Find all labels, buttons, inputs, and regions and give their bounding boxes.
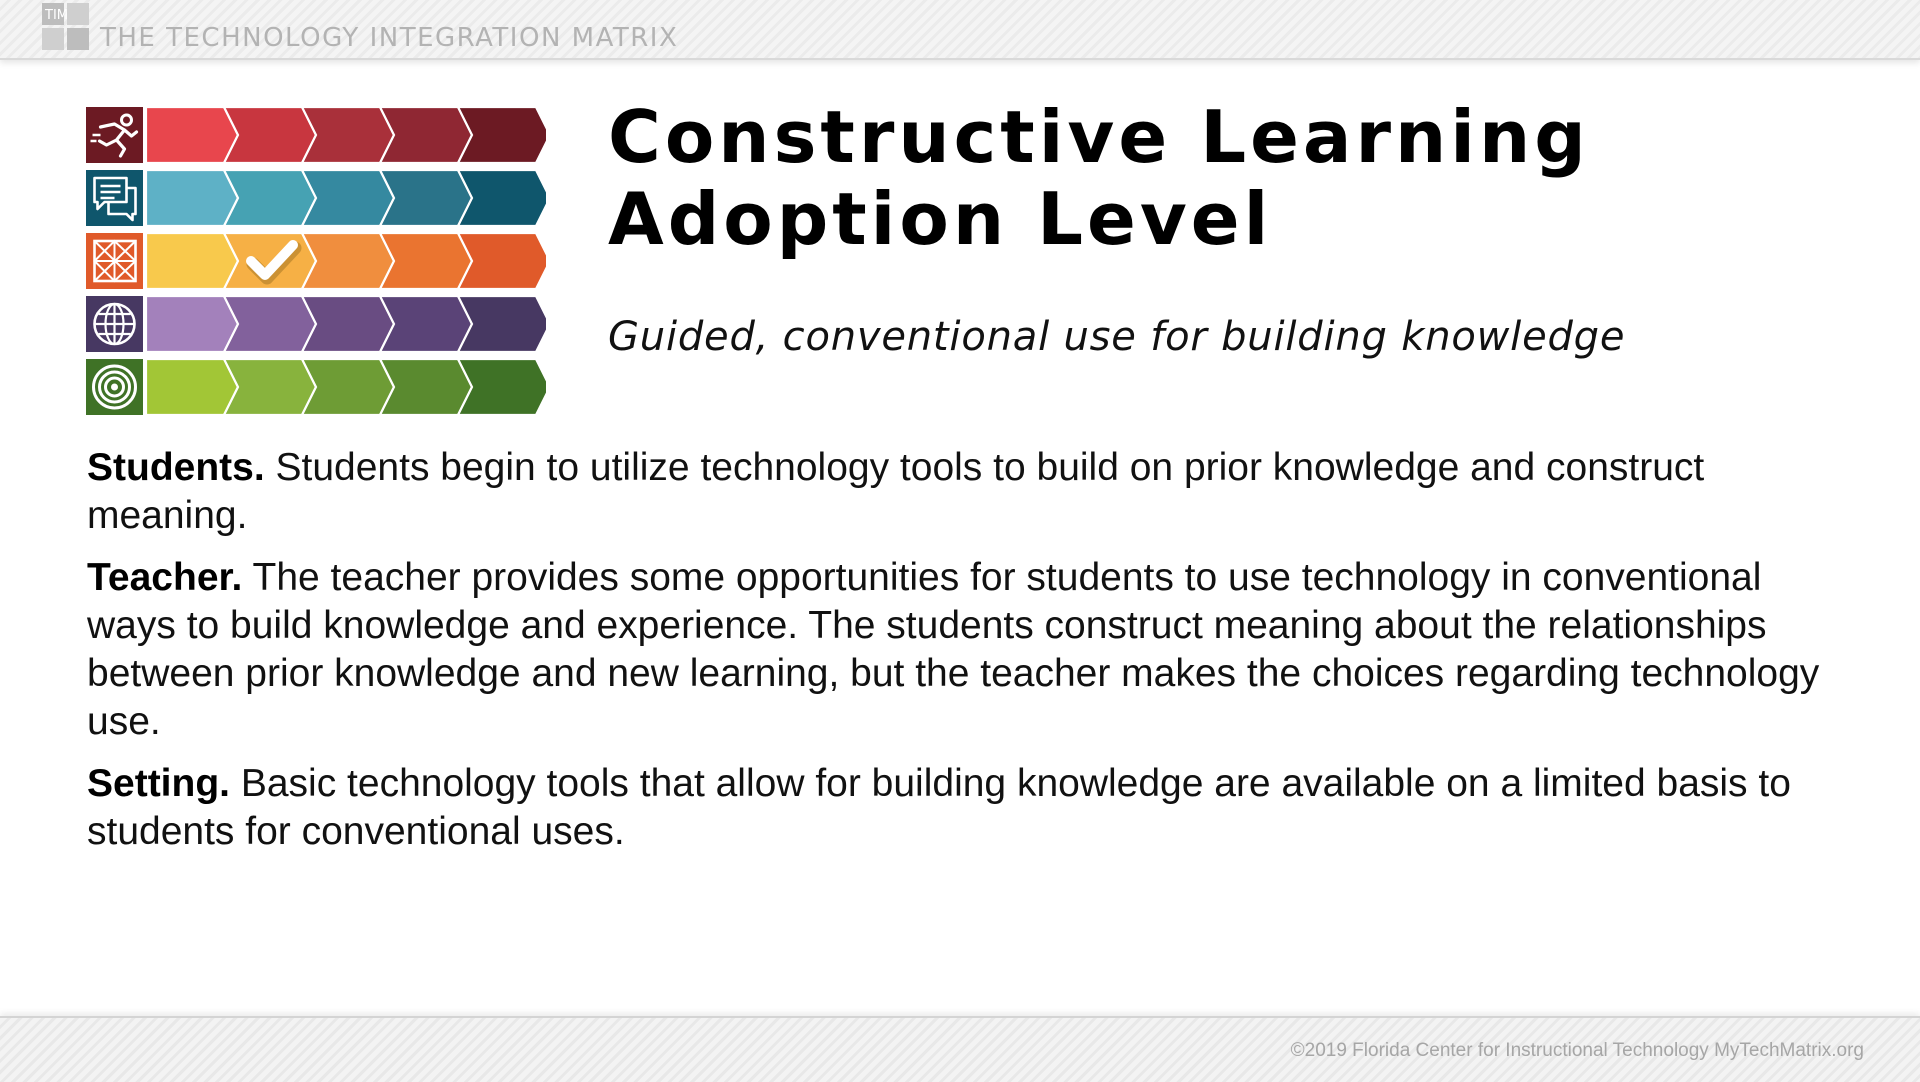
matrix-cell: [302, 107, 394, 163]
matrix-cell: [224, 359, 316, 415]
matrix-cell: [302, 359, 394, 415]
students-paragraph: [87, 444, 1847, 540]
matrix-cell: [302, 170, 394, 226]
matrix-cell: [146, 296, 238, 352]
matrix-cell: [380, 170, 472, 226]
teacher-text: The teacher provides some opportunities for students to use technology in conventional ways to build knowledge and experience. The students construct meaning about the relationships between prior knowledge and new learning, but the teacher makes the choices regarding technology use.: [87, 556, 1820, 743]
running-person-icon: [86, 107, 143, 163]
matrix-cell: [224, 170, 316, 226]
title-line-2: Adoption Level: [608, 177, 1273, 261]
technology-integration-matrix-graphic: [86, 107, 546, 415]
students-label: Students.: [87, 446, 265, 489]
footer-copyright: ©2019 Florida Center for Instructional Technology MyTechMatrix.org: [1290, 1040, 1864, 1061]
page-title: [608, 96, 1590, 260]
speech-bubbles-icon: [86, 170, 143, 226]
matrix-cell: [146, 359, 238, 415]
matrix-cell: [146, 233, 238, 289]
matrix-row: [86, 170, 546, 226]
page-subtitle: Guided, conventional use for building knowledge: [608, 314, 1626, 360]
students-text: Students begin to utilize technology tools to build on prior knowledge and construct meaning.: [87, 446, 1705, 537]
globe-icon: [86, 296, 143, 352]
teacher-paragraph: [87, 554, 1847, 746]
matrix-row: [86, 296, 546, 352]
matrix-cell: [380, 296, 472, 352]
header-title: THE TECHNOLOGY INTEGRATION MATRIX: [100, 23, 679, 53]
matrix-cell: [458, 170, 546, 226]
setting-label: Setting.: [87, 762, 230, 805]
matrix-cell: [302, 233, 394, 289]
svg-text:TIM: TIM: [45, 8, 68, 23]
teacher-label: Teacher.: [87, 556, 243, 599]
matrix-cell: [224, 107, 316, 163]
matrix-cell: [380, 233, 472, 289]
footer-bar: [0, 1016, 1920, 1082]
matrix-cell: [224, 296, 316, 352]
matrix-cell: [458, 107, 546, 163]
matrix-cell: [458, 359, 546, 415]
matrix-row: [86, 107, 546, 163]
setting-paragraph: [87, 760, 1847, 856]
matrix-cell: [146, 170, 238, 226]
matrix-cell: [458, 296, 546, 352]
description-body: [87, 444, 1847, 870]
target-icon: [86, 359, 143, 415]
matrix-cell: [302, 296, 394, 352]
matrix-row: [86, 359, 546, 415]
matrix-cell: [380, 107, 472, 163]
title-line-1: Constructive Learning: [608, 95, 1590, 179]
matrix-cell: [380, 359, 472, 415]
construction-frame-icon: [86, 233, 143, 289]
matrix-cell: [146, 107, 238, 163]
setting-text: Basic technology tools that allow for building knowledge are available on a limited basis to students for conventional uses.: [87, 762, 1791, 853]
matrix-row: [86, 233, 546, 289]
header-bar: [0, 0, 1920, 60]
tim-logo-icon: [42, 3, 92, 53]
matrix-cell: [458, 233, 546, 289]
